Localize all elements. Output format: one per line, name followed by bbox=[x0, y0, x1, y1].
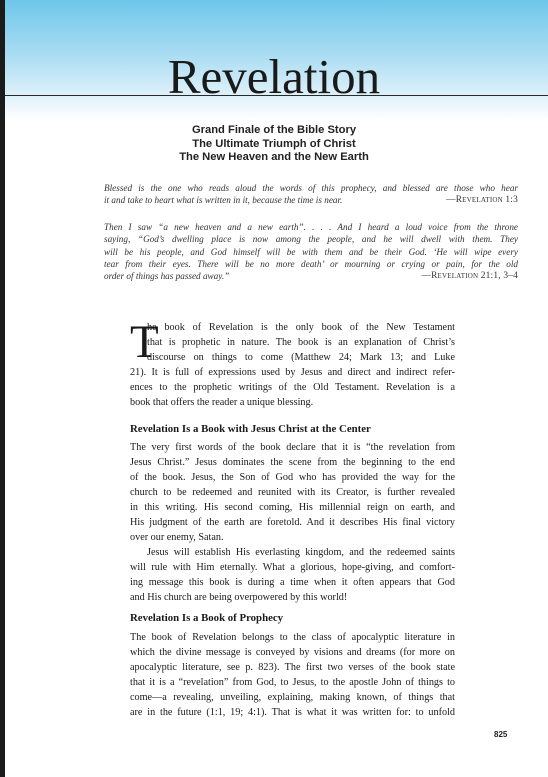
body-line: over our enemy, Satan. bbox=[130, 532, 224, 543]
body-line: The very first words of the book declare that it is “the revelation from bbox=[130, 442, 455, 453]
page-number: 825 bbox=[494, 730, 508, 739]
body-line: ences to the prophetic writings of the Old Testament. Revelation is a bbox=[130, 382, 455, 393]
body-line: that it is a “revelation” from God, to Jesus, to the apostle John of things to bbox=[130, 677, 455, 688]
body-line: 21). It is full of expressions used by Jesus and direct and indirect refer- bbox=[130, 367, 455, 378]
body-line: are in the future (1:1, 19; 4:1). That is what it was written for: to unfold bbox=[130, 707, 455, 718]
body-line: that is prophetic in nature. The book is an explanation of Christ’s bbox=[147, 337, 455, 348]
subtitle-line: Grand Finale of the Bible Story bbox=[191, 124, 357, 136]
subtitle-block bbox=[0, 124, 548, 165]
body-line: come—a revealing, unveiling, explaining, making known, of things that bbox=[130, 692, 455, 703]
body-line: Jesus Christ.” Jesus dominates the scene from the beginning to the end bbox=[130, 457, 455, 468]
body-line: church to be redeemed and reunited with its Creator, is further revealed bbox=[130, 487, 455, 498]
body-line: His judgment of the earth are foretold. And it describes His final victory bbox=[130, 517, 455, 528]
body-line: which the divine message is conveyed by visions and dreams (for more on bbox=[130, 647, 455, 658]
body-line: book that offers the reader a unique blessing. bbox=[130, 397, 314, 408]
epigraph-line: saying, “God’s dwelling place is now among the people, and he will dwell with them. They bbox=[104, 234, 518, 245]
section-heading: Revelation Is a Book of Prophecy bbox=[130, 612, 284, 624]
drop-cap: T bbox=[130, 316, 159, 368]
body-line: apocalyptic literature, see p. 823). The first two verses of the book state bbox=[130, 662, 455, 673]
body-line: he book of Revelation is the only book of the New Testament bbox=[147, 322, 455, 333]
body-line: discourse on things to come (Matthew 24; Mark 13; and Luke bbox=[147, 352, 455, 363]
epigraph-2 bbox=[104, 221, 518, 282]
epigraph-line: it and take to heart what is written in it, because the time is near. bbox=[104, 195, 343, 206]
epigraph-last-line bbox=[104, 270, 518, 282]
body-line: Jesus will establish His everlasting kingdom, and the redeemed saints bbox=[147, 547, 455, 558]
epigraph-1 bbox=[104, 182, 518, 207]
epigraph-line: Blessed is the one who reads aloud the words of this prophecy, and blessed are those who hear bbox=[104, 183, 518, 193]
section-heading: Revelation Is a Book with Jesus Christ at the Center bbox=[130, 423, 371, 435]
page-title: Revelation bbox=[167, 49, 381, 104]
scripture-reference: —Revelation 1:3 bbox=[446, 195, 518, 206]
epigraph-line: will be his people, and God himself will be with them and be their God. ‘He will wipe every bbox=[104, 246, 518, 257]
intro-paragraph bbox=[130, 316, 455, 410]
subtitle-line: The New Heaven and the New Earth bbox=[179, 151, 369, 163]
epigraph-line: Then I saw “a new heaven and a new earth”. . . . And I heard a loud voice from the throne bbox=[104, 222, 518, 232]
body-line: ing message this book is during a time when it often appears that God bbox=[130, 577, 455, 588]
body-line: The book of Revelation belongs to the class of apocalyptic literature in bbox=[130, 632, 455, 643]
body-line: and His church are being overpowered by this world! bbox=[130, 592, 348, 603]
epigraph-line: order of things has passed away.” bbox=[104, 271, 230, 282]
section-2-body bbox=[130, 630, 455, 720]
body-line: will rule with Him eternally. What a glorious, hope-giving, and comfort- bbox=[130, 562, 455, 573]
body-line: in this writing. His second coming, His millennial reign on earth, and bbox=[130, 502, 455, 513]
section-1-body bbox=[130, 440, 455, 605]
scripture-reference: —Revelation 21:1, 3–4 bbox=[421, 271, 518, 282]
subtitle-line: The Ultimate Triumph of Christ bbox=[192, 137, 356, 150]
body-line: of the book. Jesus, the Son of God who has provided the way for the bbox=[130, 472, 455, 483]
epigraph-last-line bbox=[104, 194, 518, 206]
epigraph-line: tear from their eyes. There will be no more death’ or mourning or crying or pain, for the old bbox=[104, 258, 518, 269]
